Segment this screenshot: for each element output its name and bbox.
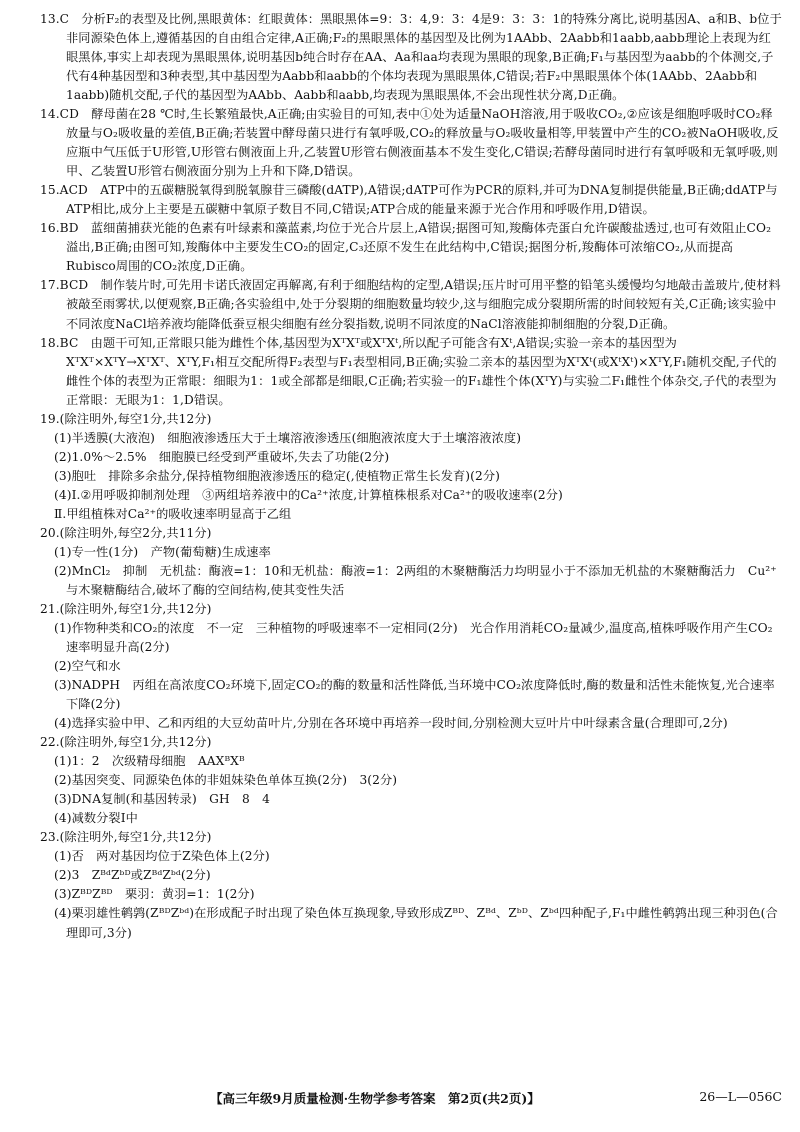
answer-item: 17.BCD 制作装片时,可先用卡诺氏液固定再解离,有利于细胞结构的定型,A错误;压片时可用平整的铅笔头缓慢均匀地敲击盖玻片,使材料被敲至雨雾状,以便观察,B正确;各实验组中,处于分裂期的细胞数量均较少,这与细胞完成分裂期所需的时间较短有关,C正确;该实验中不同浓度NaCl培养液均能降低蚕豆根尖细胞有丝分裂指数,说明不同浓度的NaCl溶液能抑制细胞的分裂,D正确。 xyxy=(40,278,781,331)
answer-subitem: (2)空气和水 xyxy=(54,659,121,674)
answer-subitem: (1)1：2 次级精母细胞 AAXᴮXᴮ xyxy=(54,754,245,769)
answer-content xyxy=(40,10,782,943)
answer-item: 21.(除注明外,每空1分,共12分) xyxy=(40,601,212,616)
answer-subitem: (3)胞吐 排除多余盐分,保持植物细胞液渗透压的稳定(,使植物正常生长发育)(2分) xyxy=(54,468,500,483)
answer-subitem: (2)MnCl₂ 抑制 无机盐：酶液=1：10和无机盐：酶液=1：2两组的木聚糖酶活力均明显小于不添加无机盐的木聚糖酶活力 Cu²⁺与木聚糖酶结合,破坏了酶的空间结构,使其变性失活 xyxy=(54,563,777,597)
answer-subitem: (1)半透膜(大液泡) 细胞液渗透压大于土壤溶液渗透压(细胞液浓度大于土壤溶液浓度) xyxy=(54,430,522,445)
answer-subitem: (4)选择实验中甲、乙和丙组的大豆幼苗叶片,分别在各环境中再培养一段时间,分别检测大豆叶片中叶绿素含量(合理即可,2分) xyxy=(54,716,728,731)
answer-subitem: (3)DNA复制(和基因转录) GH 8 4 xyxy=(54,792,270,807)
answer-subitem: (2)1.0%～2.5% 细胞膜已经受到严重破坏,失去了功能(2分) xyxy=(54,449,390,464)
answer-subitem: (1)作物种类和CO₂的浓度 不一定 三种植物的呼吸速率不一定相同(2分) 光合作用消耗CO₂量减少,温度高,植株呼吸作用产生CO₂速率明显升高(2分) xyxy=(54,621,773,655)
answer-item: 13.C 分析F₂的表型及比例,黑眼黄体：红眼黄体：黑眼黑体=9：3：4,9：3：4是9：3：3：1的特殊分离比,说明基因A、a和B、b位于非同源染色体上,遵循基因的自由组合定律,A正确;F₂的黑眼黑体的基因型及比例为1AAbb、2Aabb和1aabb,aabb理论上表现为红眼黑体,事实上却表现为黑眼黑体,说明基因b纯合时存在AA、Aa和aa均表现为黑眼的现象,B正确;F₁与基因型为aabb的个体测交,子代有4种基因型和3种表型,其中基因型为Aabb和aabb的个体均表现为黑眼黑体,C错误;若F₂中黑眼黑体个体(1AAbb、2Aabb和1aabb)随机交配,子代的基因型为AAbb、Aabb和aabb,均表现为黑眼黑体,不会出现性状分离,D正确。 xyxy=(40,12,782,103)
answer-subitem: (1)否 两对基因均位于Z染色体上(2分) xyxy=(54,849,270,864)
answer-item: 23.(除注明外,每空1分,共12分) xyxy=(40,830,212,845)
answer-subitem: Ⅱ.甲组植株对Ca²⁺的吸收速率明显高于乙组 xyxy=(54,506,292,521)
answer-subitem: (3)NADPH 丙组在高浓度CO₂环境下,固定CO₂的酶的数量和活性降低,当环境中CO₂浓度降低时,酶的数量和活性未能恢复,光合速率下降(2分) xyxy=(54,678,775,712)
answer-subitem: (3)ZᴮᴰZᴮᴰ 栗羽：黄羽=1：1(2分) xyxy=(54,887,255,902)
answer-item: 22.(除注明外,每空1分,共12分) xyxy=(40,735,212,750)
footer-code: 26—L—056C xyxy=(699,1089,782,1104)
answer-subitem: (2)基因突变、同源染色体的非姐妹染色单体互换(2分) 3(2分) xyxy=(54,773,398,788)
answer-subitem: (2)3 ZᴮᵈZᵇᴰ或ZᴮᵈZᵇᵈ(2分) xyxy=(54,868,211,883)
answer-item: 18.BC 由题干可知,正常眼只能为雌性个体,基因型为XᵀXᵀ或XᵀXᵗ,所以配子可能含有Xᵗ,A错误;实验一亲本的基因型为XᵀXᵀ×XᵀY→XᵀXᵀ、XᵀY,F₁相互交配所得F₂表型与F₁表型相同,B正确;实验二亲本的基因型为XᵀXᵗ(或XᵗXᵗ)×XᵀY,F₁随机交配,子代的雌性个体的表型为正常眼：细眼为1：1或全部都是细眼,C正确;若实验一的F₁雄性个体(XᵀY)与实验二F₁雌性个体杂交,子代的表型为正常眼：无眼为1：1,D错误。 xyxy=(40,335,777,407)
answer-subitem: (4)栗羽雄性鹌鹑(ZᴮᴰZᵇᵈ)在形成配子时出现了染色体互换现象,导致形成Zᴮᴰ、Zᴮᵈ、Zᵇᴰ、Zᵇᵈ四种配子,F₁中雌性鹌鹑出现三种羽色(合理即可,3分) xyxy=(54,906,778,940)
answer-item: 20.(除注明外,每空2分,共11分) xyxy=(40,525,212,540)
answer-item: 14.CD 酵母菌在28 ℃时,生长繁殖最快,A正确;由实验目的可知,表中①处为适量NaOH溶液,用于吸收CO₂,②应该是细胞呼吸时CO₂释放量与O₂吸收量的差值,B正确;若装置中酵母菌只进行有氧呼吸,CO₂的释放量与O₂吸收量相等,甲装置中产生的CO₂被NaOH吸收,反应瓶中气压低于U形管,U形管右侧液面上升,乙装置U形管右侧液面基本不发生变化,C错误;若酵母菌同时进行有氧呼吸和无氧呼吸,则甲、乙装置U形管右侧液面分别为上升和下降,D错误。 xyxy=(40,107,779,179)
answer-item: 16.BD 蓝细菌捕获光能的色素有叶绿素和藻蓝素,均位于光合片层上,A错误;据图可知,羧酶体壳蛋白允许碳酸盐透过,也可有效阻止CO₂溢出,B正确;由图可知,羧酶体中主要发生CO₂的固定,C₃还原不发生在此结构中,C错误;据图分析,羧酶体可浓缩CO₂,从而提高Rubisco周围的CO₂浓度,D正确。 xyxy=(40,221,772,274)
footer-title: 【高三年级9月质量检测·生物学参考答案 第2页(共2页)】 xyxy=(210,1091,540,1106)
answer-item: 19.(除注明外,每空1分,共12分) xyxy=(40,411,212,426)
answer-subitem: (4)减数分裂Ⅰ中 xyxy=(54,811,138,826)
answer-subitem: (1)专一性(1分) 产物(葡萄糖)生成速率 xyxy=(54,544,271,559)
answer-subitem: (4)Ⅰ.②用呼吸抑制剂处理 ③两组培养液中的Ca²⁺浓度,计算植株根系对Ca²⁺的吸收速率(2分) xyxy=(54,487,563,502)
page-footer xyxy=(40,1089,782,1107)
answer-item: 15.ACD ATP中的五碳糖脱氧得到脱氧腺苷三磷酸(dATP),A错误;dATP可作为PCR的原料,并可为DNA复制提供能量,B正确;ddATP与ATP相比,成分上主要是五碳糖中氧原子数目不同,C错误;ATP合成的能量来源于光合作用和呼吸作用,D错误。 xyxy=(40,183,778,217)
